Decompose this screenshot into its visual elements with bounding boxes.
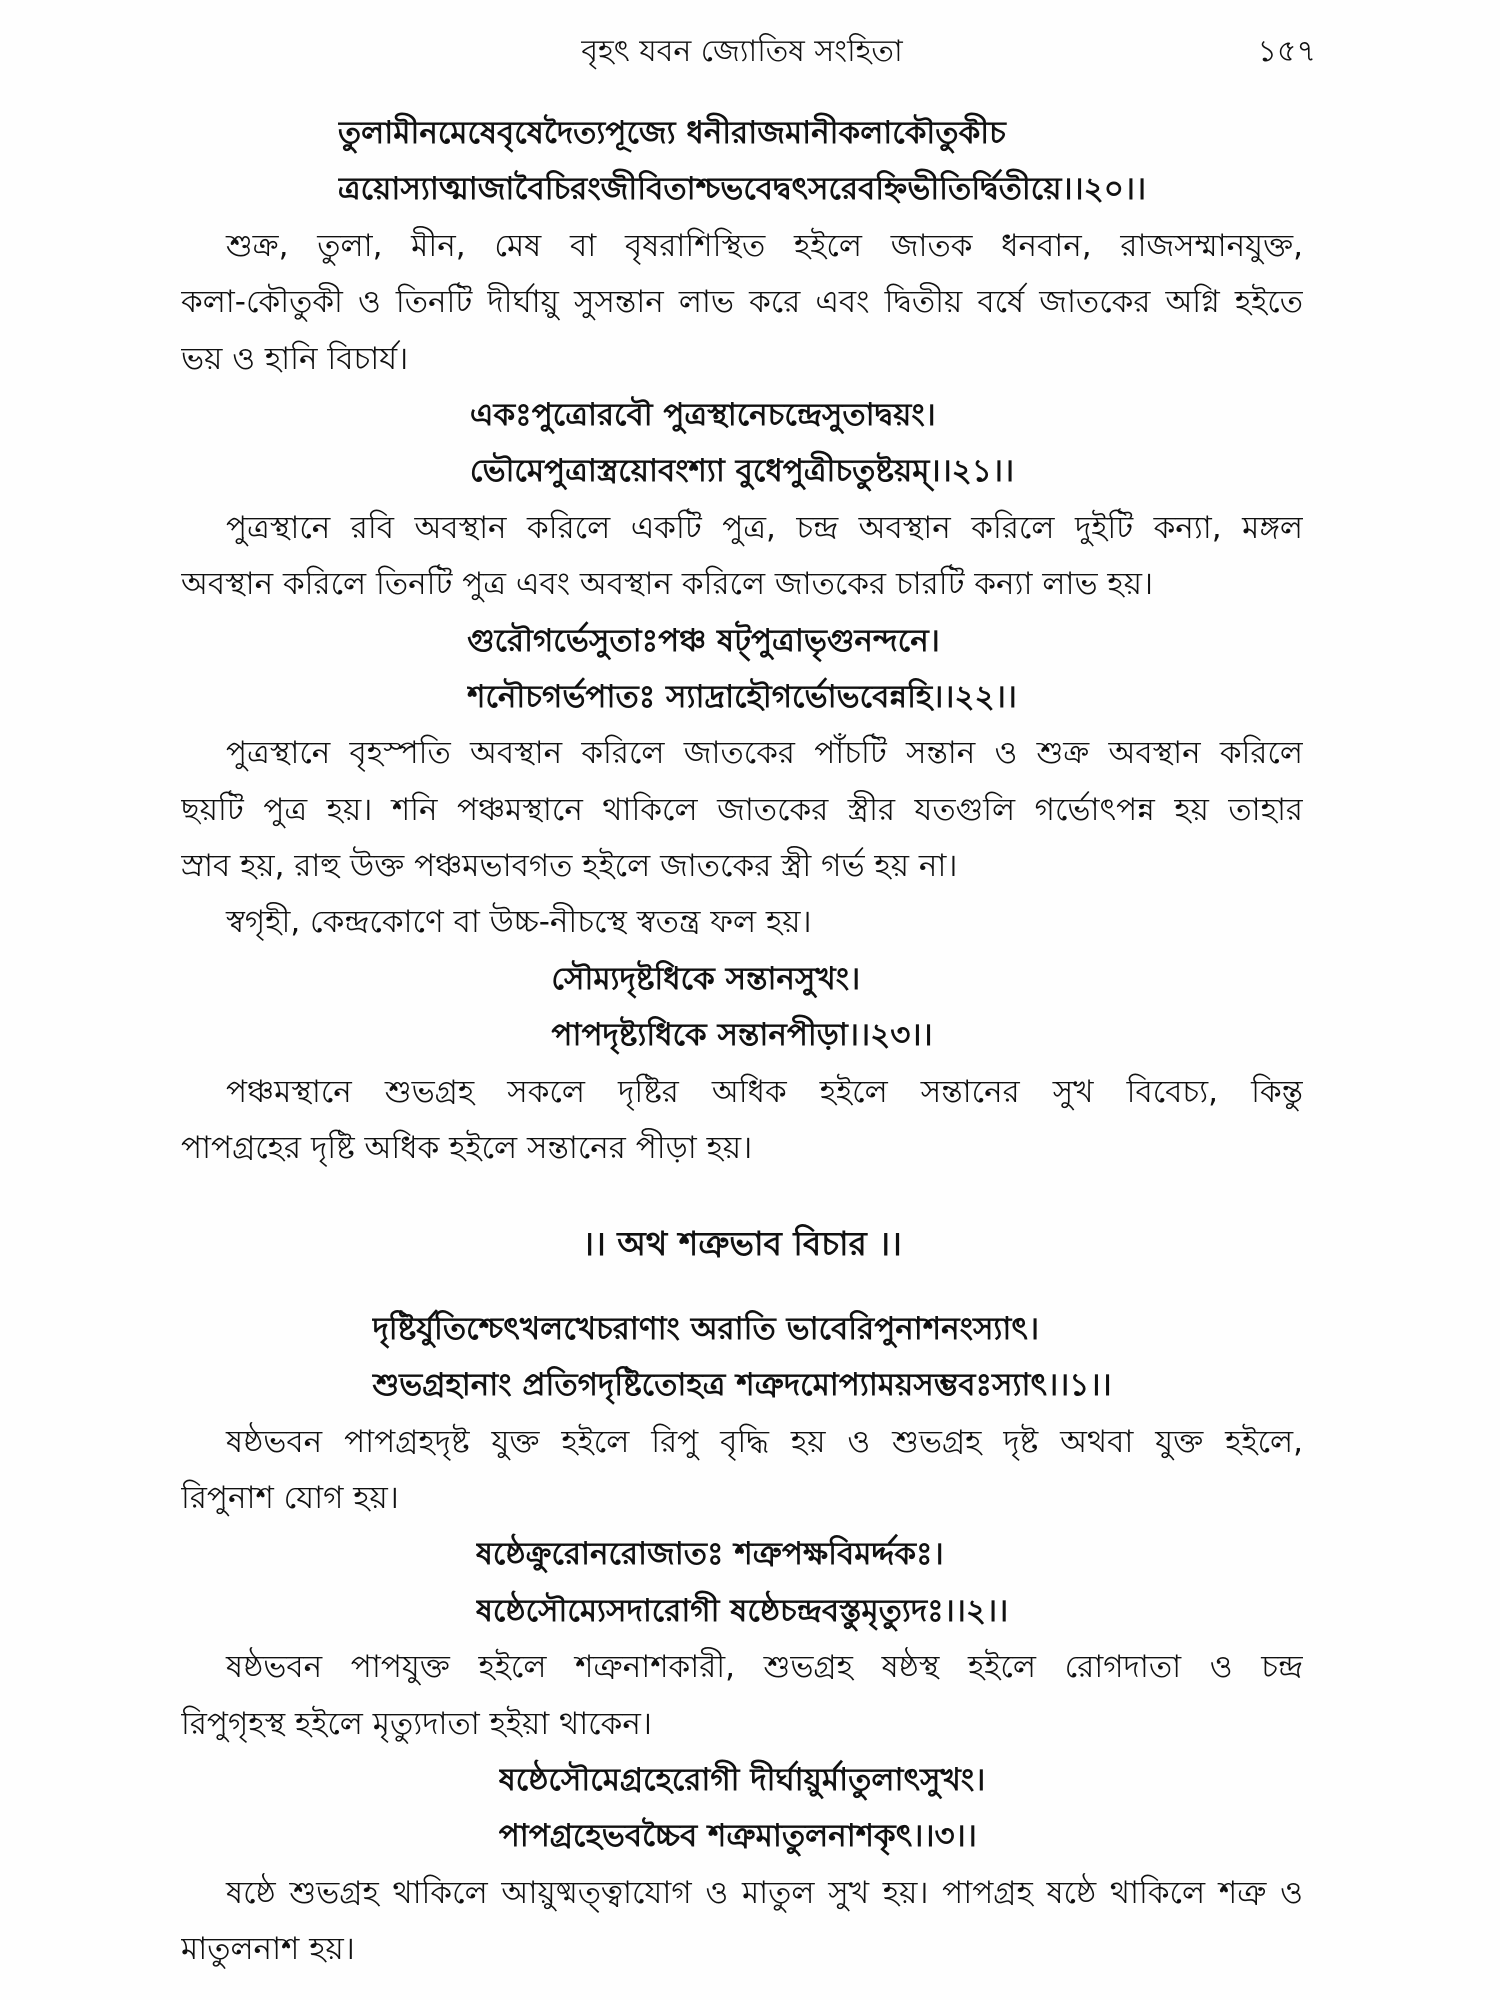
verse-21-line-2: ভৌমেপুত্রাস্ত্রয়োবংশ্যা বুধেপুত্রীচতুষ্টয়ম্।।২১।।: [469, 453, 1015, 490]
verse-22-couplet: [467, 613, 1017, 726]
commentary-22-line-2: ছয়টি পুত্র হয়। শনি পঞ্চমস্থানে থাকিলে জাতকের স্ত্রীর যতগুলি গর্ভোৎপন্ন হয় তাহার: [181, 791, 1303, 828]
shatru-verse-1-line-1: দৃষ্টির্যুতিশ্চেৎখলখেচরাণাং অরাতি ভাবেরিপুনাশনংস্যাৎ।: [372, 1310, 1040, 1347]
shatru-verse-3-couplet: [499, 1752, 986, 1865]
note-22: [181, 894, 1303, 950]
commentary-20-line-1: শুক্র, তুলা, মীন, মেষ বা বৃষরাশিস্থিত হইলে জাতক ধনবান, রাজসম্মানযুক্ত,: [226, 227, 1303, 264]
shatru-commentary-2-line-2: রিপুগৃহস্থ হইলে মৃত্যুদাতা হইয়া থাকেন।: [181, 1705, 652, 1742]
commentary-21: [181, 500, 1303, 613]
verse-23-line-2: পাপদৃষ্ট্যধিকে সন্তানপীড়া।।২৩।।: [551, 1017, 933, 1054]
commentary-23: [181, 1064, 1303, 1177]
shatru-verse-2-line-1: ষষ্ঠেক্রুরোনরোজাতঃ শত্রুপক্ষবিমর্দ্দকঃ।: [475, 1536, 944, 1573]
verse-23: [181, 951, 1303, 1064]
shatru-verse-3-line-1: ষষ্ঠেসৌমেগ্রহেরোগী দীর্ঘায়ুর্মাতুলাৎসুখং।: [498, 1761, 986, 1798]
commentary-20-line-2: কলা-কৌতুকী ও তিনটি দীর্ঘায়ু সুসন্তান লাভ করে এবং দ্বিতীয় বর্ষে জাতকের অগ্নি হইতে: [181, 284, 1303, 321]
verse-22-line-2: শনৌচগর্ভপাতঃ স্যাদ্রাহৌগর্ভোভবেন্নহি।।২২।।: [467, 678, 1017, 715]
shatru-verse-3-line-2: পাপগ্রহেভবচ্চৈব শত্রুমাতুলনাশকৃৎ।।৩।।: [498, 1818, 977, 1855]
shatru-verse-3: [181, 1752, 1303, 1865]
verse-21: [181, 387, 1303, 500]
verse-22-line-1: গুরৌগর্ভেসুতাঃপঞ্চ ষট্পুত্রাভৃগুনন্দনে।: [467, 622, 940, 659]
commentary-20-line-3: ভয় ও হানি বিচার্য।: [181, 340, 409, 377]
shatru-commentary-1-line-2: রিপুনাশ যোগ হয়।: [181, 1479, 399, 1516]
verse-21-line-1: একঃপুত্রোরবৌ পুত্রস্থানেচন্দ্রেসুতাদ্বয়ং।: [469, 396, 936, 433]
commentary-21-line-2: অবস্থান করিলে তিনটি পুত্র এবং অবস্থান করিলে জাতকের চারটি কন্যা লাভ হয়।: [181, 566, 1154, 603]
commentary-20: [181, 218, 1303, 387]
shatru-verse-1-couplet: [372, 1301, 1111, 1414]
shatru-verse-1-line-2: শুভগ্রহানাং প্রতিগদৃষ্টিতোহত্র শত্রুদমোপ্যাময়সম্ভবঃস্যাৎ।।১।।: [372, 1367, 1112, 1404]
commentary-22: [181, 725, 1303, 894]
commentary-22-line-3: স্রাব হয়, রাহু উক্ত পঞ্চমভাবগত হইলে জাতকের স্ত্রী গর্ভ হয় না।: [181, 848, 958, 885]
running-title: বৃহৎ যবন জ্যোতিষ সংহিতা: [581, 34, 903, 69]
verse-22: [181, 613, 1303, 726]
shatru-commentary-3-line-1: ষষ্ঠে শুভগ্রহ থাকিলে আয়ুষ্মত্ত্বাযোগ ও মাতুল সুখ হয়। পাপগ্রহ ষষ্ঠে থাকিলে শত্রু ও: [226, 1874, 1303, 1911]
shatru-verse-2: [181, 1526, 1303, 1639]
verse-20: [181, 105, 1303, 218]
shatru-verse-2-line-2: ষষ্ঠেসৌম্যেসদারোগী ষষ্ঠেচন্দ্রবস্তুমৃত্যুদঃ।।২।।: [475, 1592, 1009, 1629]
commentary-21-line-1: পুত্রস্থানে রবি অবস্থান করিলে একটি পুত্র, চন্দ্র অবস্থান করিলে দুইটি কন্যা, মঙ্গল: [226, 509, 1303, 546]
commentary-22-line-1: পুত্রস্থানে বৃহস্পতি অবস্থান করিলে জাতকের পাঁচটি সন্তান ও শুক্র অবস্থান করিলে: [226, 735, 1303, 772]
shatru-verse-2-couplet: [476, 1526, 1008, 1639]
shatru-commentary-1: [181, 1414, 1303, 1527]
page-number: ১৫৭: [1257, 34, 1316, 69]
commentary-23-line-2: পাপগ্রহের দৃষ্টি অধিক হইলে সন্তানের পীড়া হয়।: [181, 1130, 753, 1167]
text-column: [181, 105, 1303, 1978]
verse-23-couplet: [551, 951, 932, 1064]
commentary-23-line-1: পঞ্চমস্থানে শুভগ্রহ সকলে দৃষ্টির অধিক হইলে সন্তানের সুখ বিবেচ্য, কিন্তু: [226, 1073, 1303, 1110]
shatru-verse-1: [181, 1301, 1303, 1414]
note-22-line: স্বগৃহী, কেন্দ্রকোণে বা উচ্চ-নীচস্থে স্বতন্ত্র ফল হয়।: [226, 904, 812, 941]
shatru-commentary-1-line-1: ষষ্ঠভবন পাপগ্রহদৃষ্ট যুক্ত হইলে রিপু বৃদ্ধি হয় ও শুভগ্রহ দৃষ্ট অথবা যুক্ত হইলে,: [226, 1423, 1303, 1460]
verse-20-couplet: [338, 105, 1146, 218]
shatru-commentary-2-line-1: ষষ্ঠভবন পাপযুক্ত হইলে শত্রুনাশকারী, শুভগ্রহ ষষ্ঠস্থ হইলে রোগদাতা ও চন্দ্র: [226, 1649, 1303, 1686]
verse-20-line-2: ত্রয়োস্যাত্মাজাবৈচিরংজীবিতাশ্চভবেদ্বৎসরেবহ্নিভীতির্দ্বিতীয়ে।।২০।।: [337, 171, 1147, 208]
section-heading: ।। অথ শত্রুভাব বিচার ।।: [582, 1224, 902, 1264]
verse-20-line-1: তুলামীনমেষেবৃষেদৈত্যপূজ্যে ধনীরাজমানীকলাকৌতুকীচ: [337, 115, 1006, 151]
verse-21-couplet: [470, 387, 1014, 500]
shatru-commentary-3-line-2: মাতুলনাশ হয়।: [181, 1931, 355, 1968]
shatru-commentary-2: [181, 1639, 1303, 1752]
verse-23-line-1: সৌম্যদৃষ্টধিকে সন্তানসুখং।: [551, 960, 861, 997]
shatru-commentary-3: [181, 1865, 1303, 1978]
